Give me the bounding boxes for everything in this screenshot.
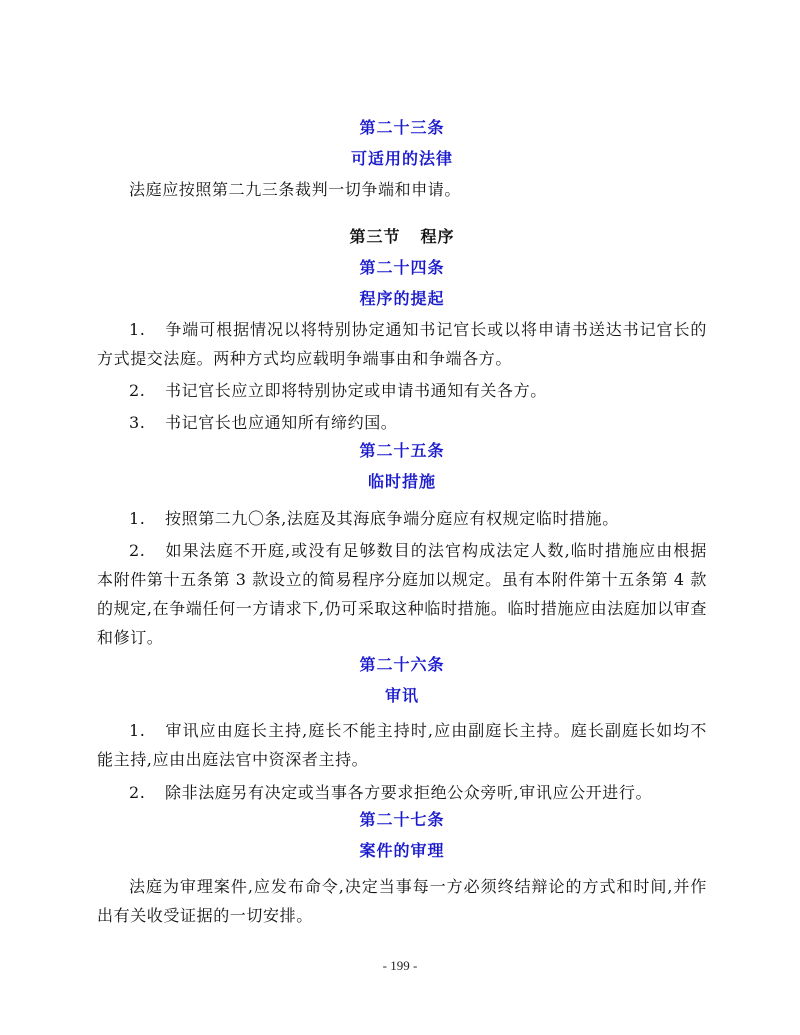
item-text: 书记官长也应通知所有缔约国。 bbox=[165, 413, 398, 432]
article-24-heading: 第二十四条 bbox=[359, 258, 445, 277]
section-heading bbox=[97, 227, 707, 247]
item-number: 1. bbox=[129, 320, 146, 339]
section-number: 第三节 bbox=[349, 227, 401, 246]
page-number: - 199 - bbox=[382, 958, 418, 973]
item-text: 如果法庭不开庭,或没有足够数目的法官构成法定人数,临时措施应由根据本附件第十五条第 3 款设立的简易程序分庭加以规定。虽有本附件第十五条第 4 款的规定,在争端任何一方请求下,仍可采取这种临时措施。临时措施应由法庭加以审查和修订。 bbox=[97, 541, 707, 647]
article-23-title: 可适用的法律 bbox=[350, 149, 453, 168]
item-text: 按照第二九〇条,法庭及其海底争端分庭应有权规定临时措施。 bbox=[165, 509, 619, 528]
article-25-heading: 第二十五条 bbox=[359, 441, 445, 460]
item-text: 书记官长应立即将特别协定或申请书通知有关各方。 bbox=[165, 381, 547, 400]
item-number: 2. bbox=[129, 541, 146, 560]
article-23-heading: 第二十三条 bbox=[359, 118, 445, 137]
item-number: 2. bbox=[129, 783, 146, 802]
section-name: 程序 bbox=[420, 227, 455, 246]
article-26-item-1 bbox=[97, 716, 707, 774]
article-27-heading: 第二十七条 bbox=[359, 810, 445, 829]
article-26-heading: 第二十六条 bbox=[359, 655, 445, 674]
article-26-title: 审讯 bbox=[384, 686, 419, 705]
item-text: 审讯应由庭长主持,庭长不能主持时,应由副庭长主持。庭长副庭长如均不能主持,应由出庭法官中资深者主持。 bbox=[97, 721, 707, 769]
article-23-text: 法庭应按照第二九三条裁判一切争端和申请。 bbox=[129, 180, 462, 199]
item-number: 1. bbox=[129, 509, 146, 528]
article-25-item-1 bbox=[97, 504, 707, 533]
item-number: 1. bbox=[129, 721, 146, 740]
article-25-title: 临时措施 bbox=[367, 472, 436, 491]
article-24-item-2 bbox=[97, 376, 707, 405]
article-25-item-2 bbox=[97, 536, 707, 652]
article-24-item-3 bbox=[97, 408, 707, 437]
article-27-text: 法庭为审理案件,应发布命令,决定当事每一方必须终结辩论的方式和时间,并作出有关收受证据的一切安排。 bbox=[97, 877, 707, 925]
item-text: 除非法庭另有决定或当事各方要求拒绝公众旁听,审讯应公开进行。 bbox=[165, 783, 653, 802]
item-number: 2. bbox=[129, 381, 146, 400]
article-24-item-1 bbox=[97, 315, 707, 373]
article-27-title: 案件的审理 bbox=[359, 841, 445, 860]
item-number: 3. bbox=[129, 413, 146, 432]
article-24-title: 程序的提起 bbox=[359, 289, 445, 308]
item-text: 争端可根据情况以将特别协定通知书记官长或以将申请书送达书记官长的方式提交法庭。两种方式均应载明争端事由和争端各方。 bbox=[97, 320, 707, 368]
article-26-item-2 bbox=[97, 778, 707, 807]
